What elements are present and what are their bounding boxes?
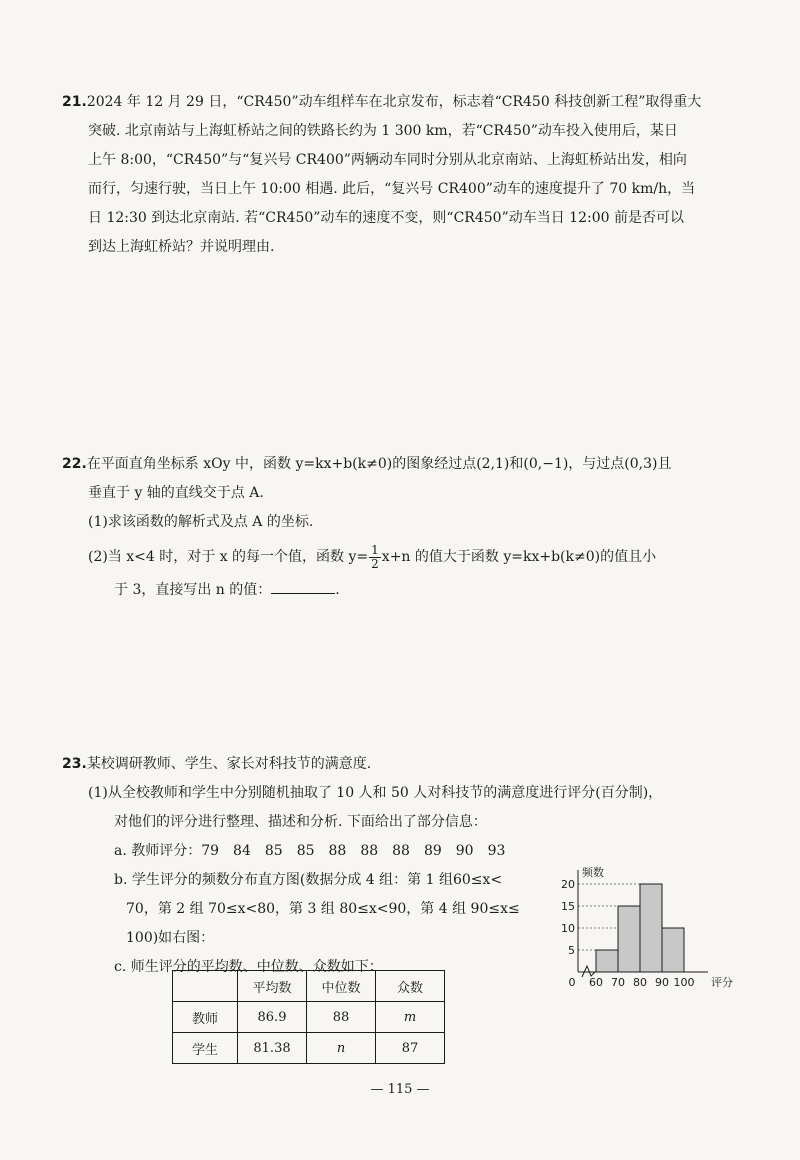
table-cell: 学生 <box>173 1033 238 1064</box>
info-c: c. 师生评分的平均数、中位数、众数如下： <box>114 959 383 975</box>
x-tick-label: 60 <box>589 976 603 989</box>
problem-21-line-3: 上午 8:00，“CR450”与“复兴号 CR400”两辆动车同时分别从北京南站、上海虹桥站出发，相向 <box>88 152 687 168</box>
problem-22-line-1: 22.在平面直角坐标系 xOy 中，函数 y=kx+b(k≠0)的图象经过点(2,1)和(0,−1)，与过点(0,3)且 <box>62 456 672 472</box>
x-tick-label: 80 <box>633 976 647 989</box>
problem-number: 22. <box>62 456 87 472</box>
fraction-one-half: $\frac{1}{2}$ <box>371 542 379 571</box>
table-header-cell: 平均数 <box>238 971 307 1002</box>
info-b-line-3: 100)如右图： <box>126 930 215 946</box>
table-cell: n <box>307 1033 376 1064</box>
problem-23-part-1-line-1: (1)从全校教师和学生中分别随机抽取了 10 人和 50 人对科技节的满意度进行评分(百分制)， <box>88 785 663 801</box>
histogram-bar <box>662 928 684 972</box>
y-tick-label: 10 <box>561 922 575 935</box>
problem-21 <box>62 88 742 262</box>
problem-22-part-2-cont: 于 3，直接写出 n 的值： . <box>62 576 742 605</box>
table-cell: m <box>376 1002 445 1033</box>
page-number: — 115 — <box>370 1082 430 1097</box>
problem-22-part-1: (1)求该函数的解析式及点 A 的坐标. <box>88 514 314 530</box>
problem-21-line-4: 而行，匀速行驶，当日上午 10:00 相遇. 此后，“复兴号 CR400”动车的速度提升了 70 km/h，当 <box>88 181 696 197</box>
problem-21-line-6: 到达上海虹桥站？并说明理由. <box>88 239 275 255</box>
table-header-cell: 众数 <box>376 971 445 1002</box>
problem-21-line-2: 突破. 北京南站与上海虹桥站之间的铁路长约为 1 300 km，若“CR450”动车投入使用后，某日 <box>88 123 678 139</box>
table-header-row <box>173 971 445 1002</box>
table-cell: 87 <box>376 1033 445 1064</box>
table-cell: 88 <box>307 1002 376 1033</box>
histogram-bar <box>596 950 618 972</box>
histogram-bars <box>596 884 684 972</box>
histogram-bar <box>640 884 662 972</box>
histogram-chart <box>548 860 738 990</box>
x-tick-label: 70 <box>611 976 625 989</box>
problem-22-line-2: 垂直于 y 轴的直线交于点 A. <box>88 485 264 501</box>
table-row <box>173 1002 445 1033</box>
problem-23-part-1-line-2: 对他们的评分进行整理、描述和分析. 下面给出了部分信息： <box>114 814 487 830</box>
answer-blank[interactable] <box>271 579 335 594</box>
problem-22-part-2: (2)当 x<4 时，对于 x 的每一个值，函数 y= $\frac{1}{2}$ x+n 的值大于函数 y=kx+b(k≠0)的值且小 <box>88 542 657 571</box>
problem-number: 21. <box>62 94 87 110</box>
y-tick-label: 5 <box>568 944 575 957</box>
problem-21-line-1: 21.2024 年 12 月 29 日，“CR450”动车组样车在北京发布，标志着“CR450 科技创新工程”取得重大 <box>62 94 702 110</box>
table-row <box>173 1033 445 1064</box>
x-tick-label: 90 <box>655 976 669 989</box>
x-tick-label: 100 <box>673 976 695 989</box>
table-cell: 86.9 <box>238 1002 307 1033</box>
table-cell: 教师 <box>173 1002 238 1033</box>
y-tick-label: 15 <box>561 900 575 913</box>
stats-table <box>172 970 445 1064</box>
table-header-cell <box>173 971 238 1002</box>
x-axis-label: 评分 <box>711 976 733 989</box>
table-cell: 81.38 <box>238 1033 307 1064</box>
histogram-bar <box>618 906 640 972</box>
problem-22 <box>62 450 742 605</box>
info-a: a. 教师评分：79 84 85 85 88 88 88 89 90 93 <box>114 843 506 859</box>
problem-23-intro: 23.某校调研教师、学生、家长对科技节的满意度. <box>62 756 372 772</box>
x-tick-label: 0 <box>568 976 576 989</box>
table-header-cell: 中位数 <box>307 971 376 1002</box>
problem-21-line-5: 日 12:30 到达北京南站. 若“CR450”动车的速度不变，则“CR450”动车当日 12:00 前是否可以 <box>88 210 684 226</box>
info-b-line-2: 70，第 2 组 70≤x<80，第 3 组 80≤x<90，第 4 组 90≤x≤ <box>126 901 520 917</box>
info-b-line-1: b. 学生评分的频数分布直方图(数据分成 4 组：第 1 组60≤x< <box>114 872 503 888</box>
y-tick-label: 20 <box>561 878 575 891</box>
problem-number: 23. <box>62 756 87 772</box>
y-axis-label: 频数 <box>582 866 604 879</box>
